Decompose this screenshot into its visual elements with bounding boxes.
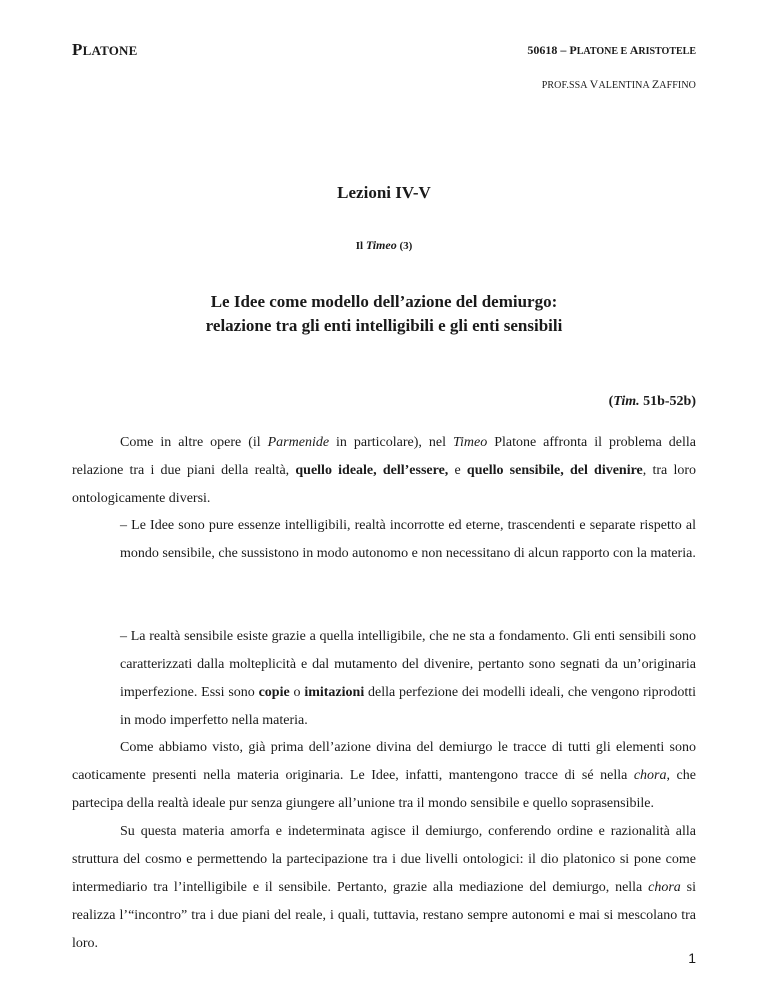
p4-text-2: , che partecipa della realtà ideale pur senza giungere all’unione tra il mondo sensibile e quello soprasensibile.: [72, 768, 696, 811]
p3-bold-2: imitazioni: [304, 685, 365, 700]
heading-line-2: relazione tra gli enti intelligibili e gli enti sensibili: [205, 316, 563, 335]
header-professor: [542, 77, 696, 92]
p1-italic-2: Timeo: [452, 435, 488, 450]
header-prof-cap1: V: [589, 77, 599, 91]
page-subtitle: [0, 238, 768, 253]
p5-text-2: si realizza l’“incontro” tra i due piani del reale, i quali, tuttavia, restano sempre autonomi e mai si mescolano tra loro.: [72, 880, 697, 951]
p4-text-1: Come abbiamo visto, già prima dell’azione divina del demiurgo le tracce di tutti gli elementi sono caoticamente presenti nella materia originaria. Le Idee, infatti, mantengono tracce di sé nella: [72, 740, 696, 783]
header-author: [72, 40, 138, 60]
p3-text-1: – La realtà sensibile esiste grazie a quella intelligibile, che ne sta a fondamento. Gli enti sensibili sono caratterizzati dalla molteplicità e dal mutamento del divenire, pertanto sono segnati da un’originaria imperfezione. Essi sono: [120, 629, 696, 700]
header-course-code: 50618 –: [527, 43, 570, 57]
paragraph-1: [72, 429, 696, 513]
p3-bold-1: copie: [258, 685, 290, 700]
p3-text-2: o: [289, 685, 305, 700]
reference-open: (: [608, 394, 614, 409]
header-prof-rest2: AFFINO: [659, 80, 696, 91]
p1-italic-1: Parmenide: [267, 435, 330, 450]
p1-bold-2: quello sensibile, del divenire: [466, 463, 643, 478]
source-reference: [609, 394, 696, 410]
subtitle-prefix: Il: [355, 240, 366, 252]
reference-work: Tim.: [613, 394, 640, 409]
header-course-rest2: RISTOTELE: [638, 46, 696, 57]
p1-text-3: Platone affronta il problema della relazione tra i due piani della realtà,: [72, 435, 697, 478]
p1-text-1: Come in altre opere (il: [120, 435, 268, 450]
page-number: 1: [688, 950, 696, 966]
header-author-initial: P: [72, 40, 83, 59]
paragraph-3: [120, 623, 696, 735]
p1-text-4: e: [448, 463, 467, 478]
header-author-rest: LATONE: [82, 43, 138, 58]
p1-text-5: , tra loro ontologicamente diversi.: [72, 463, 697, 506]
p4-italic-1: chora: [633, 768, 667, 783]
p1-text-2: in particolare), nel: [329, 435, 453, 450]
header-course: [527, 43, 696, 58]
header-prof-rest1: ALENTINA: [598, 80, 652, 91]
header-course-cap2: A: [629, 43, 639, 57]
heading-line-1: Le Idee come modello dell’azione del demiurgo:: [210, 292, 558, 311]
paragraph-5: [72, 818, 696, 958]
reference-rest: 51b-52b): [639, 394, 696, 409]
p5-italic-1: chora: [648, 880, 681, 895]
header-course-cap1: P: [569, 43, 577, 57]
header-course-rest1: LATONE E: [576, 46, 630, 57]
paragraph-4: [72, 734, 696, 818]
p3-text-3: della perfezione dei modelli ideali, che vengono riprodotti in modo imperfetto nella materia.: [120, 685, 697, 728]
paragraph-2: – Le Idee sono pure essenze intelligibili, realtà incorrotte ed eterne, trascendenti e separate rispetto al mondo sensibile, che sussistono in modo autonomo e non necessitano di alcun rapporto con la materia.: [120, 518, 696, 561]
subtitle-suffix: (3): [396, 240, 413, 252]
page-title: Lezioni IV-V: [337, 183, 431, 202]
p1-bold-1: quello ideale, dell’essere,: [295, 463, 449, 478]
section-heading: [72, 290, 696, 338]
header-prof-cap2: Z: [651, 77, 660, 91]
p5-text-1: Su questa materia amorfa e indeterminata agisce il demiurgo, conferendo ordine e razionalità alla struttura del cosmo e permettendo la partecipazione tra i due livelli ontologici: il dio platonico si pone come intermediario tra l’intelligibile e il sensibile. Pertanto, grazie alla mediazione del demiurgo, nella: [72, 824, 696, 895]
header-prof-prefix: PROF.SSA: [541, 80, 590, 91]
subtitle-work: Timeo: [365, 238, 397, 252]
